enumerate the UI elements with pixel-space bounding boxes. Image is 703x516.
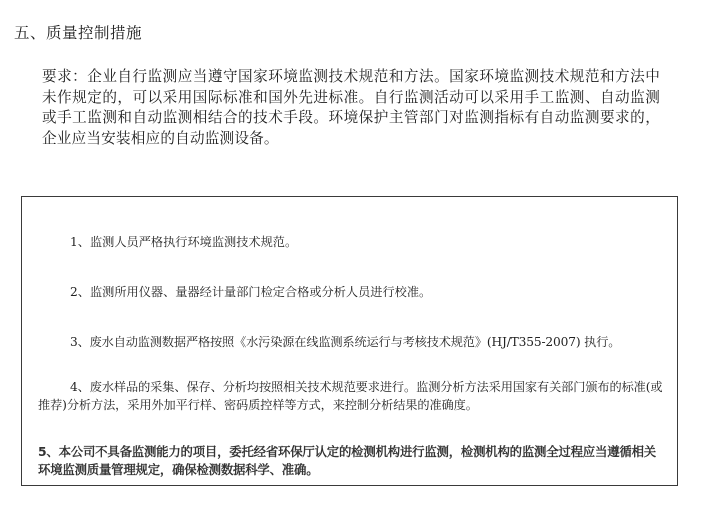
section-heading: 五、质量控制措施: [14, 24, 143, 42]
measure-item-3: 3、废水自动监测数据严格按照《水污染源在线监测系统运行与考核技术规范》(HJ/T355-2007) 执行。: [70, 335, 621, 349]
measure-item-1: 1、监测人员严格执行环境监测技术规范。: [70, 235, 298, 249]
measure-item-2: 2、监测所用仪器、量器经计量部门检定合格或分析人员进行校准。: [70, 285, 432, 299]
measure-item-5: 5、本公司不具备监测能力的项目，委托经省环保厅认定的检测机构进行监测，检测机构的监测全过程应当遵循相关环境监测质量管理规定，确保检测数据科学、准确。: [38, 444, 656, 477]
requirement-paragraph: 要求：企业自行监测应当遵守国家环境监测技术规范和方法。国家环境监测技术规范和方法中未作规定的，可以采用国际标准和国外先进标准。自行监测活动可以采用手工监测、自动监测或手工监测和自动监测相结合的技术手段。环境保护主管部门对监测指标有自动监测要求的，企业应当安装相应的自动监测设备。: [42, 68, 660, 147]
quality-measures-box: [21, 196, 678, 486]
measure-item-4: 4、废水样品的采集、保存、分析均按照相关技术规范要求进行。监测分析方法采用国家有关部门颁布的标准(或推荐)分析方法，采用外加平行样、密码质控样等方式，来控制分析结果的准确度。: [38, 380, 663, 412]
